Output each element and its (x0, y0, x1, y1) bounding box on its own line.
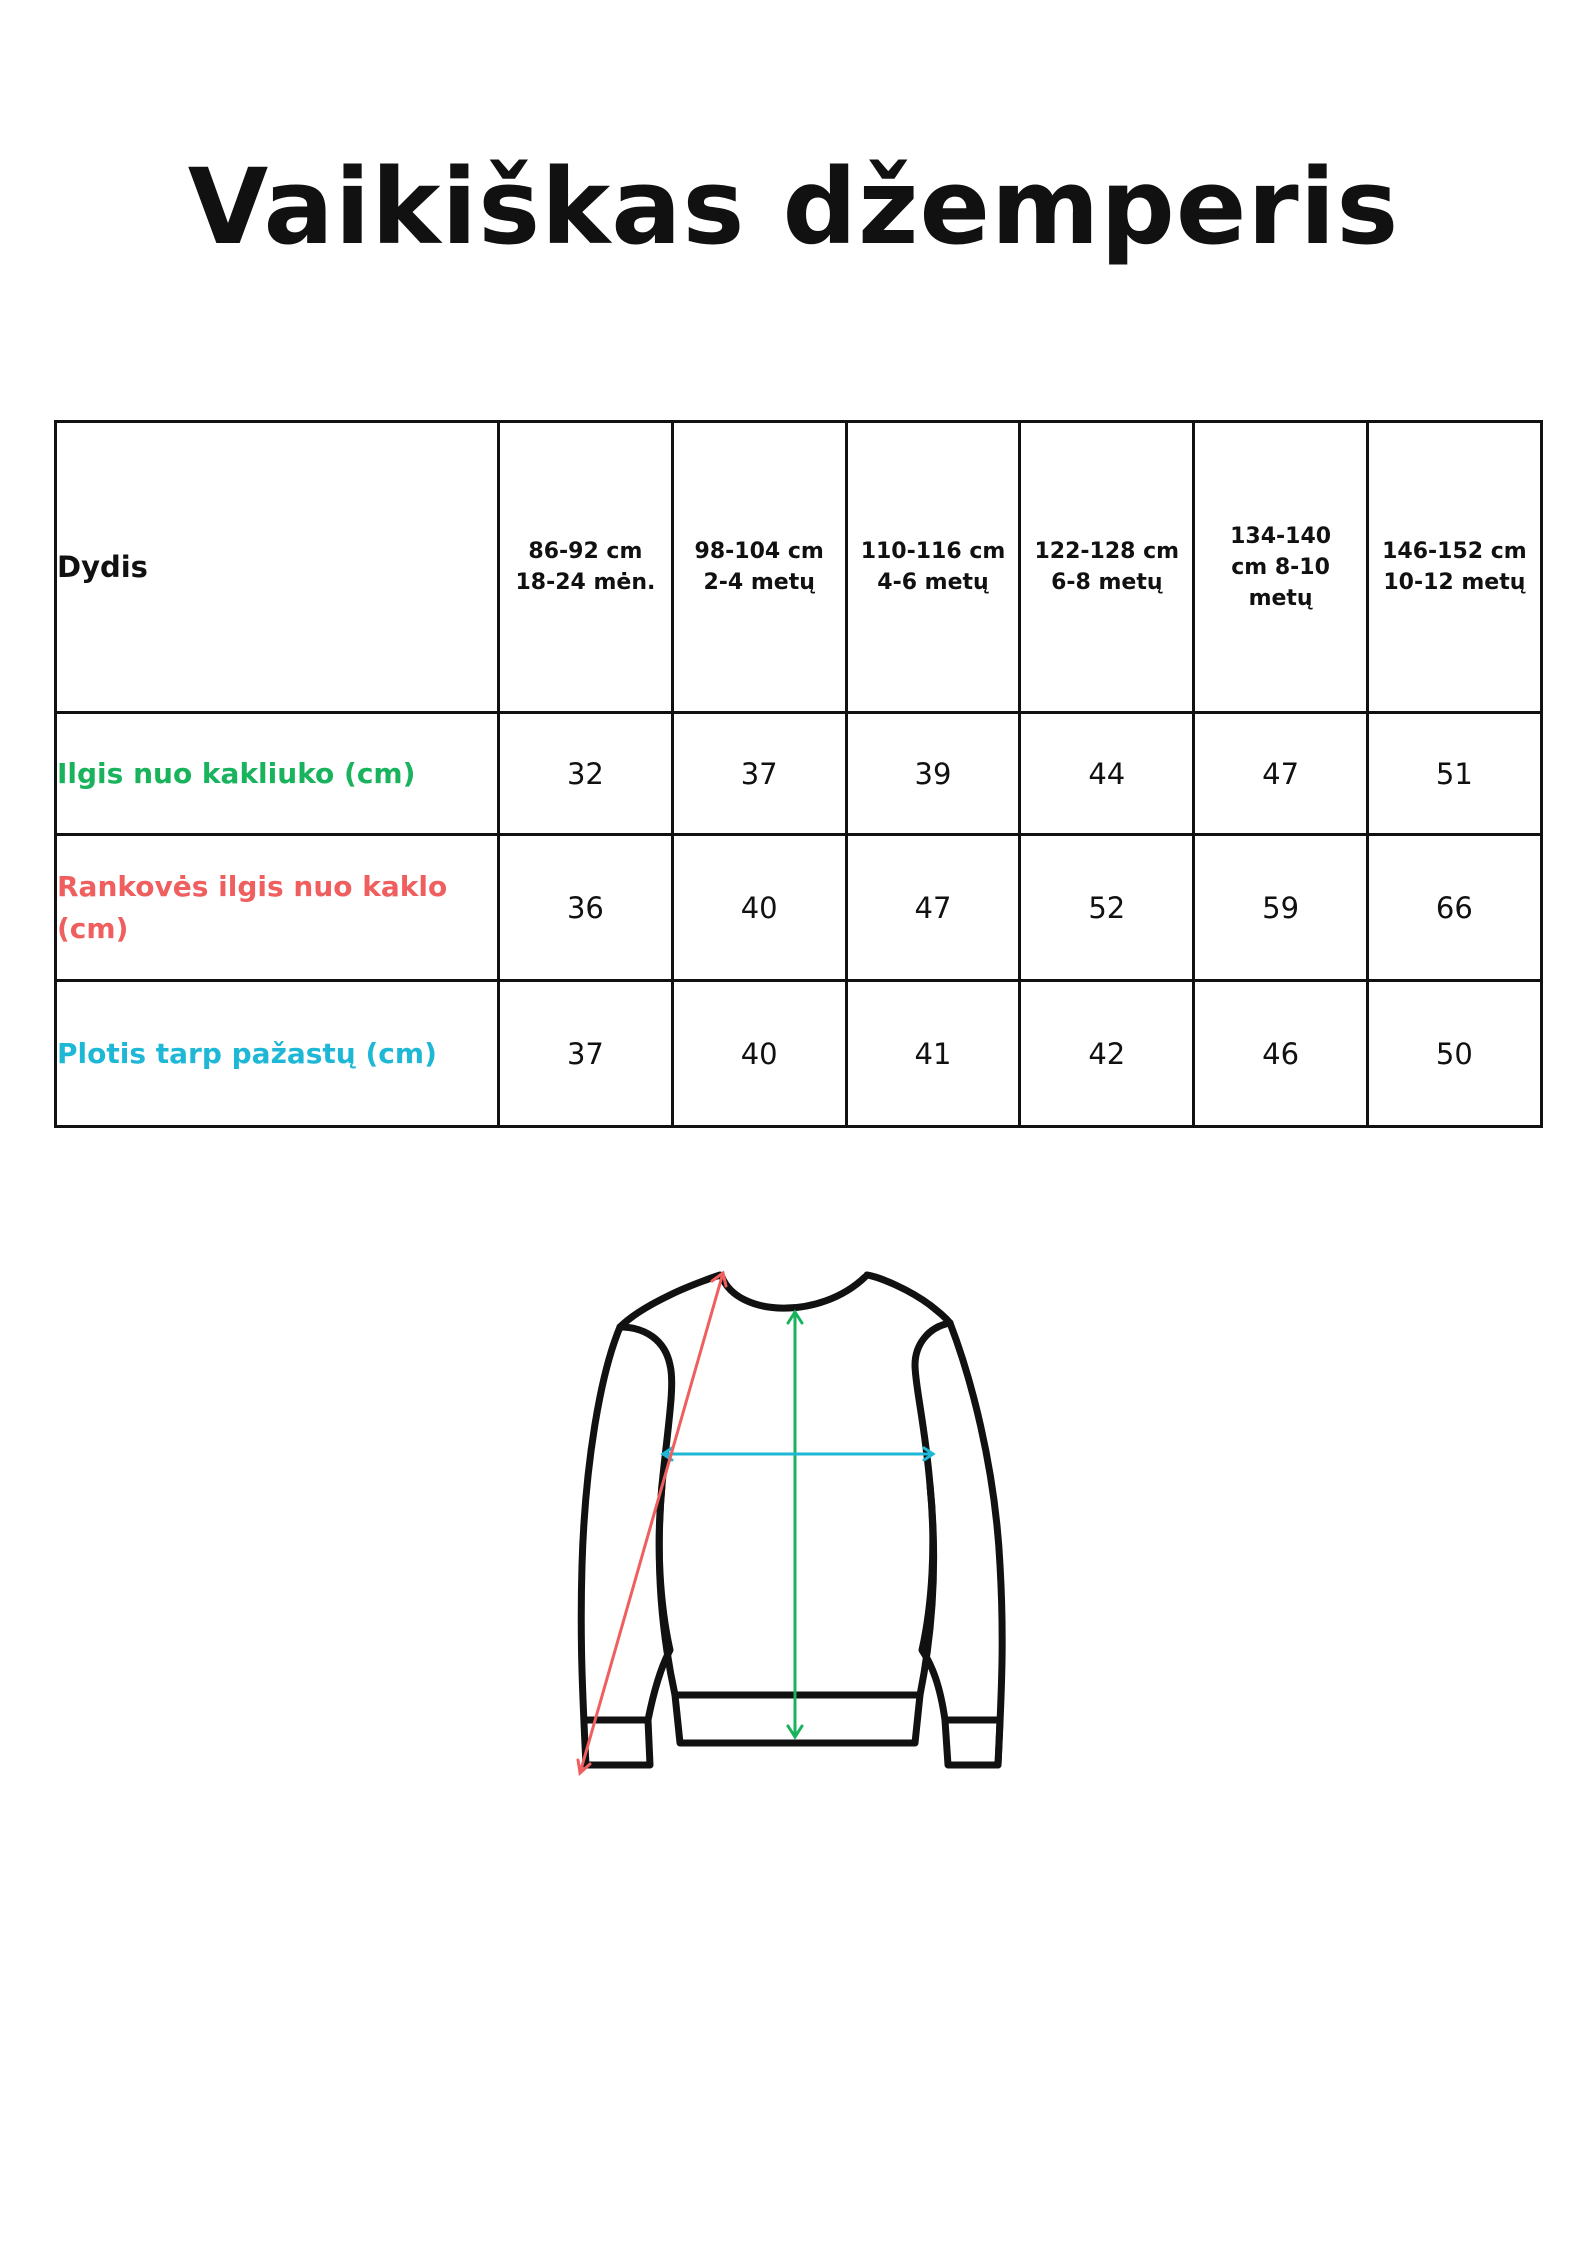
size-range: 146-152 cm (1382, 539, 1527, 564)
table-cell: 44 (1020, 713, 1194, 835)
table-row-width (56, 981, 1542, 1127)
left-cuff (586, 1720, 650, 1765)
size-range: 134-140 (1230, 523, 1332, 549)
size-age: metų (1248, 585, 1313, 611)
size-range: 98-104 cm (694, 539, 824, 564)
size-range: 110-116 cm (860, 539, 1006, 564)
sweatshirt-illustration (570, 1265, 1020, 1785)
size-age: 6-8 metų (1051, 570, 1163, 595)
size-header-label: Dydis (56, 422, 499, 713)
size-column-header (1194, 422, 1368, 713)
table-cell: 47 (846, 835, 1020, 981)
size-column-header (1367, 422, 1541, 713)
table-row-length (56, 713, 1542, 835)
size-chart-table (54, 420, 1543, 1128)
size-column-header (672, 422, 846, 713)
length-arrow (788, 1312, 802, 1737)
right-sleeve-inner (915, 1323, 950, 1720)
table-cell: 52 (1020, 835, 1194, 981)
left-sleeve-inner (620, 1327, 672, 1720)
table-cell: 39 (846, 713, 1020, 835)
table-row-sleeve (56, 835, 1542, 981)
table-cell: 36 (499, 835, 673, 981)
table-cell: 32 (499, 713, 673, 835)
size-age: 10-12 metų (1383, 570, 1526, 595)
page-title: Vaikiškas džemperis (187, 146, 1400, 268)
table-cell: 40 (672, 981, 846, 1127)
table-cell: 46 (1194, 981, 1368, 1127)
table-cell: 59 (1194, 835, 1368, 981)
size-age: 2-4 metų (703, 570, 815, 595)
left-shoulder (620, 1275, 720, 1327)
table-cell: 50 (1367, 981, 1541, 1127)
table-cell: 41 (846, 981, 1020, 1127)
table-cell: 42 (1020, 981, 1194, 1127)
table-cell: 40 (672, 835, 846, 981)
row-label-width: Plotis tarp pažastų (cm) (56, 981, 499, 1127)
table-header-row (56, 422, 1542, 713)
right-sleeve-outer (950, 1323, 1002, 1765)
size-column-header (846, 422, 1020, 713)
table-cell: 47 (1194, 713, 1368, 835)
size-column-header (499, 422, 673, 713)
table-cell: 66 (1367, 835, 1541, 981)
row-label-length: Ilgis nuo kakliuko (cm) (56, 713, 499, 835)
size-age: 4-6 metų (877, 570, 989, 595)
sweatshirt-icon (570, 1265, 1020, 1785)
size-column-header (1020, 422, 1194, 713)
table-cell: 51 (1367, 713, 1541, 835)
right-shoulder (867, 1275, 950, 1323)
width-arrow (663, 1448, 933, 1460)
size-range-cont: cm 8-10 (1231, 554, 1330, 580)
sweatshirt-outline (581, 1275, 1002, 1765)
row-label-sleeve: Rankovės ilgis nuo kaklo (cm) (56, 835, 499, 981)
right-cuff (945, 1720, 1000, 1765)
size-range: 86-92 cm (528, 539, 643, 564)
size-age: 18-24 mėn. (515, 570, 656, 595)
size-range: 122-128 cm (1034, 539, 1180, 564)
table-cell: 37 (499, 981, 673, 1127)
collar-outer (722, 1277, 865, 1308)
table-cell: 37 (672, 713, 846, 835)
